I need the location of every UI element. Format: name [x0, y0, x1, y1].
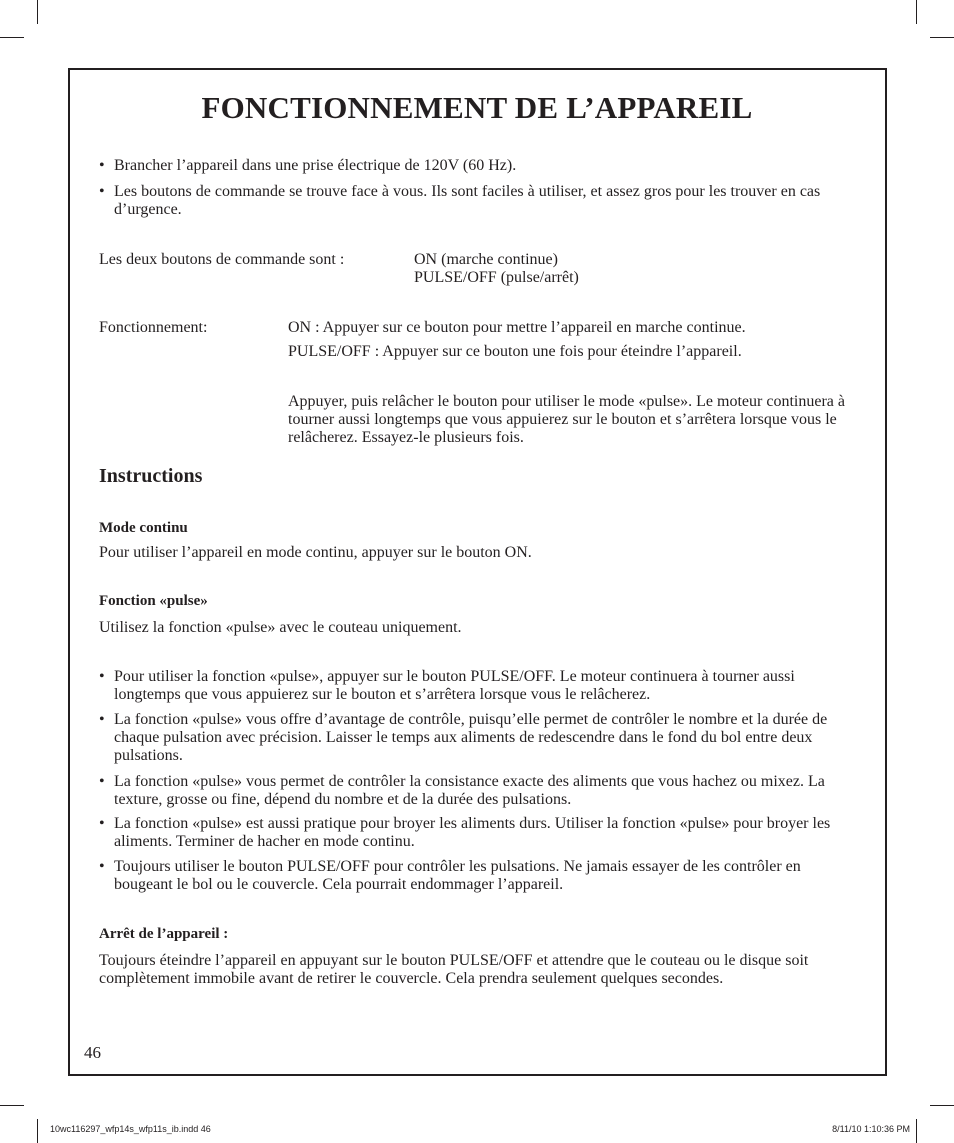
crop-mark-top-left-v	[37, 0, 38, 24]
continuous-text: Pour utiliser l’appareil en mode continu, appuyer sur le bouton ON.	[99, 544, 532, 561]
bullet-glyph: •	[99, 858, 105, 875]
operation-on-text: ON : Appuyer sur ce bouton pour mettre l’appareil en marche continue.	[288, 319, 746, 336]
bullet-text: La fonction «pulse» vous offre d’avantage de contrôle, puisqu’elle permet de contrôler le nombre et la durée de chaque pulsation avec précision. Laisser le temps aux aliments de redescendre dans le fond du bol entre deux pulsations.	[114, 711, 828, 764]
continuous-heading: Mode continu	[99, 520, 188, 536]
operation-pulse-text: PULSE/OFF : Appuyer sur ce bouton une fois pour éteindre l’appareil.	[288, 343, 742, 360]
instructions-heading: Instructions	[99, 465, 203, 487]
crop-mark-top-left-h	[0, 37, 24, 38]
pulse-text: Utilisez la fonction «pulse» avec le couteau uniquement.	[99, 619, 462, 636]
list-item	[99, 183, 859, 219]
bullet-text: Les boutons de commande se trouve face à vous. Ils sont faciles à utiliser, et assez gros pour les trouver en cas d’urgence.	[114, 183, 821, 218]
buttons-label: Les deux boutons de commande sont :	[99, 251, 345, 268]
list-item	[99, 157, 859, 175]
operation-pulse-detail: Appuyer, puis relâcher le bouton pour utiliser le mode «pulse». Le moteur continuera à tourner aussi longtemps que vous appuierez sur le bouton et s’arrêtera lorsque vous le relâcherez. Essayez-le plusieurs fois.	[288, 393, 845, 446]
bullet-text: Toujours utiliser le bouton PULSE/OFF pour contrôler les pulsations. Ne jamais essayer de les contrôler en bougeant le bol ou le couvercle. Cela pourrait endommager l’appareil.	[114, 858, 801, 893]
list-item	[99, 815, 859, 851]
bullet-text: Pour utiliser la fonction «pulse», appuyer sur le bouton PULSE/OFF. Le moteur continuera à tourner aussi longtemps que vous appuierez sur le bouton et s’arrêtera lorsque vous le relâcherez.	[114, 668, 795, 703]
bullet-text: La fonction «pulse» vous permet de contrôler la consistance exacte des aliments que vous hachez ou mixez. La texture, grosse ou fine, dépend du nombre et de la durée des pulsations.	[114, 773, 825, 808]
bullet-text: La fonction «pulse» est aussi pratique pour broyer les aliments durs. Utiliser la fonction «pulse» pour broyer les aliments. Terminer de hacher en mode continu.	[114, 815, 831, 850]
crop-mark-bottom-left-h	[0, 1105, 24, 1106]
slug-timestamp: 8/11/10 1:10:36 PM	[832, 1124, 910, 1134]
list-item	[99, 858, 859, 894]
crop-mark-bottom-right-v	[916, 1119, 917, 1143]
crop-mark-bottom-left-v	[37, 1119, 38, 1143]
page-number: 46	[84, 1043, 101, 1062]
operation-label: Fonctionnement:	[99, 319, 208, 336]
button-pulse-label: PULSE/OFF (pulse/arrêt)	[414, 269, 579, 286]
crop-mark-bottom-right-h	[930, 1105, 954, 1106]
list-item	[99, 668, 859, 704]
crop-mark-top-right-h	[930, 37, 954, 38]
button-on-label: ON (marche continue)	[414, 251, 558, 268]
bullet-glyph: •	[99, 711, 105, 728]
crop-mark-top-right-v	[916, 0, 917, 24]
page-title: FONCTIONNEMENT DE L’APPAREIL	[201, 90, 753, 125]
bullet-glyph: •	[99, 815, 105, 832]
bullet-glyph: •	[99, 668, 105, 685]
page-frame	[68, 68, 887, 1076]
list-item	[99, 773, 859, 809]
pulse-heading: Fonction «pulse»	[99, 593, 208, 609]
slug-filename: 10wc116297_wfp14s_wfp11s_ib.indd 46	[50, 1124, 211, 1134]
bullet-glyph: •	[99, 773, 105, 790]
bullet-glyph: •	[99, 183, 105, 200]
bullet-glyph: •	[99, 157, 105, 174]
bullet-text: Brancher l’appareil dans une prise électrique de 120V (60 Hz).	[114, 157, 517, 174]
stop-heading: Arrêt de l’appareil :	[99, 926, 229, 942]
list-item	[99, 711, 859, 765]
stop-text: Toujours éteindre l’appareil en appuyant sur le bouton PULSE/OFF et attendre que le couteau ou le disque soit complètement immobile avant de retirer le couvercle. Cela prendra seulement quelques secondes.	[99, 952, 809, 987]
